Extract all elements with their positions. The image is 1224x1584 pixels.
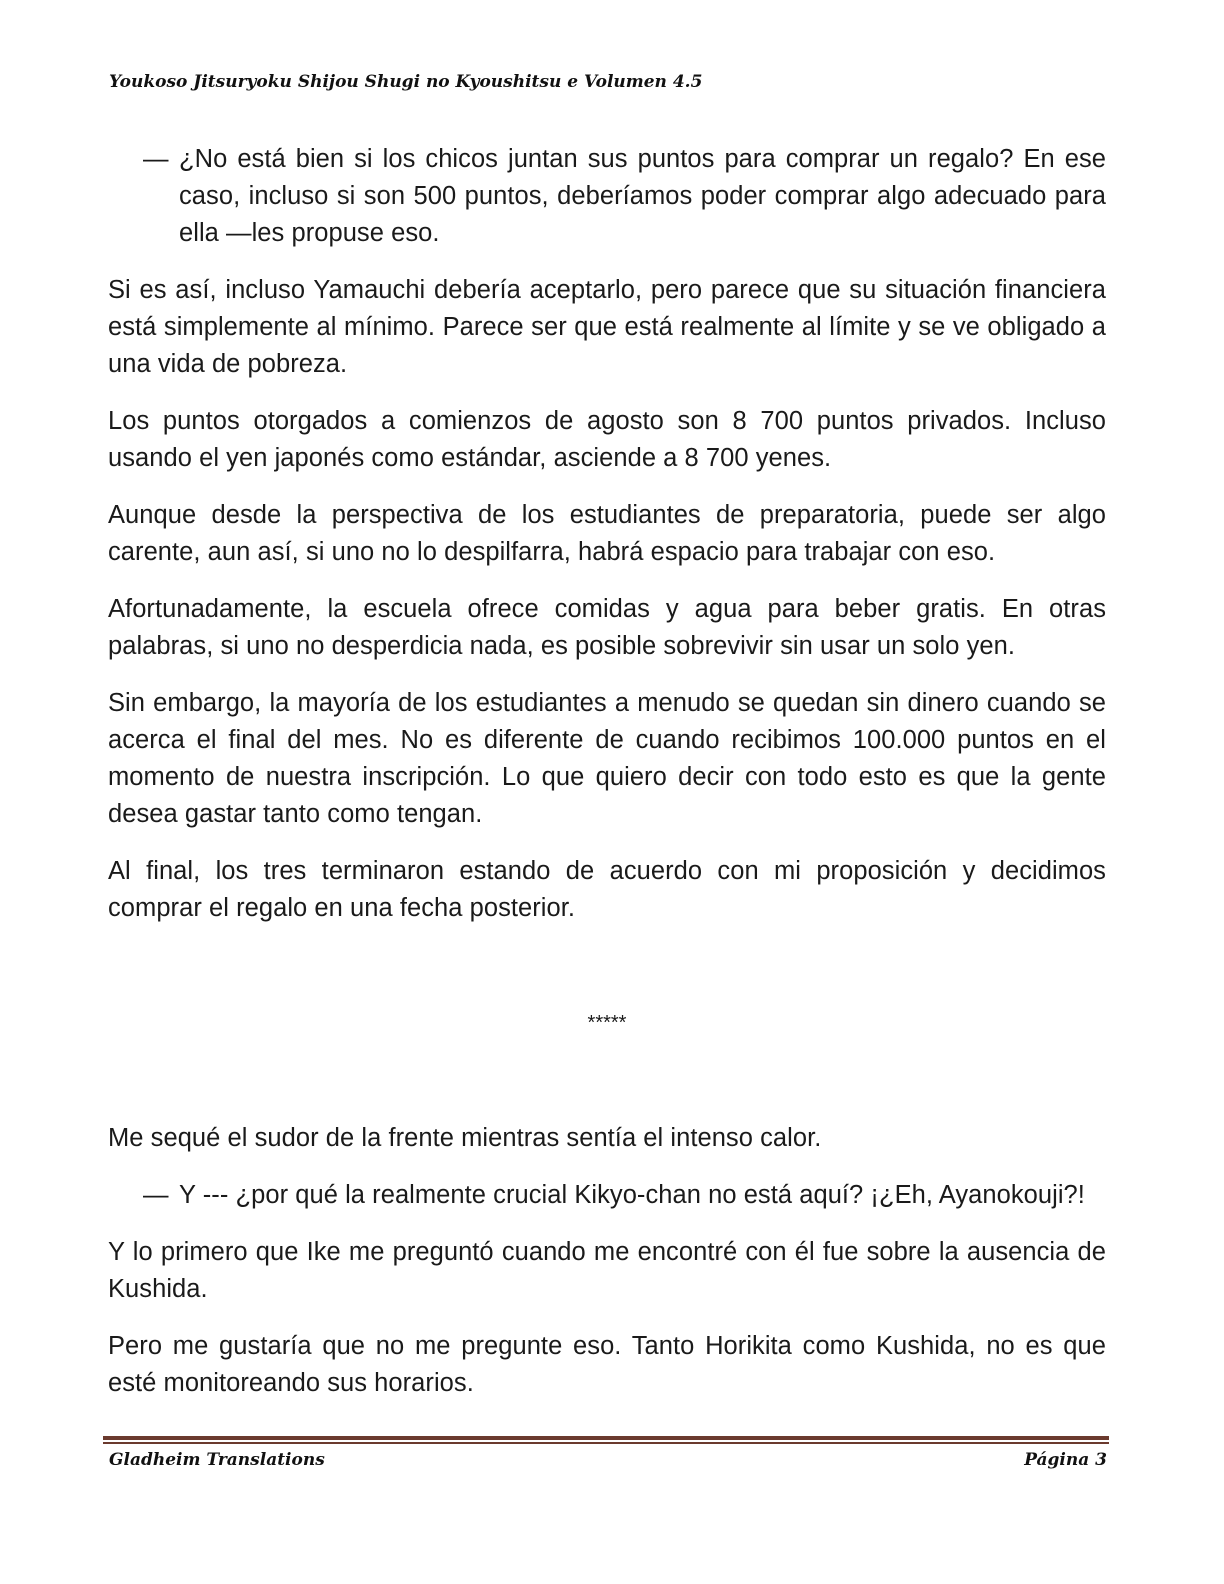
dialogue-paragraph xyxy=(108,1177,1106,1214)
paragraph: Sin embargo, la mayoría de los estudiantes a menudo se quedan sin dinero cuando se acerca el final del mes. No es diferente de cuando recibimos 100.000 puntos en el momento de nuestra inscripción. Lo que quiero decir con todo esto es que la gente desea gastar tanto como tengan. xyxy=(108,689,1106,828)
paragraph-text: Y --- ¿por qué la realmente crucial Kikyo-chan no está aquí? ¡¿Eh, Ayanokouji?! xyxy=(179,1181,1085,1209)
paragraph: Y lo primero que Ike me preguntó cuando me encontré con él fue sobre la ausencia de Kushida. xyxy=(108,1238,1106,1303)
page-number: Página 3 xyxy=(1024,1450,1107,1470)
dialogue-paragraph xyxy=(108,141,1106,252)
footer-rule-thin xyxy=(103,1442,1109,1444)
page-body xyxy=(108,141,1106,1422)
paragraph: Si es así, incluso Yamauchi debería aceptarlo, pero parece que su situación financiera está simplemente al mínimo. Parece ser que está realmente al límite y se ve obligado a una vida de pobreza. xyxy=(108,276,1106,378)
paragraph-text: ¿No está bien si los chicos juntan sus puntos para comprar un regalo? En ese caso, incluso si son 500 puntos, deberíamos poder comprar algo adecuado para ella —les propuse eso. xyxy=(179,145,1106,247)
paragraph: Aunque desde la perspectiva de los estudiantes de preparatoria, puede ser algo carente, aun así, si uno no lo despilfarra, habrá espacio para trabajar con eso. xyxy=(108,501,1106,566)
paragraph: Pero me gustaría que no me pregunte eso. Tanto Horikita como Kushida, no es que esté monitoreando sus horarios. xyxy=(108,1332,1106,1397)
running-header: Youkoso Jitsuryoku Shijou Shugi no Kyoushitsu e Volumen 4.5 xyxy=(109,72,703,92)
paragraph: Al final, los tres terminaron estando de acuerdo con mi proposición y decidimos comprar el regalo en una fecha posterior. xyxy=(108,857,1106,922)
paragraph: Afortunadamente, la escuela ofrece comidas y agua para beber gratis. En otras palabras, si uno no desperdicia nada, es posible sobrevivir sin usar un solo yen. xyxy=(108,595,1106,660)
dialogue-dash: — xyxy=(143,1181,169,1209)
scene-separator: ***** xyxy=(587,1012,627,1034)
dialogue-dash: — xyxy=(143,145,169,173)
paragraph: Me sequé el sudor de la frente mientras sentía el intenso calor. xyxy=(108,1124,822,1152)
paragraph: Los puntos otorgados a comienzos de agosto son 8 700 puntos privados. Incluso usando el yen japonés como estándar, asciende a 8 700 yenes. xyxy=(108,407,1106,472)
footer-rule-thick xyxy=(103,1436,1109,1440)
footer-publisher: Gladheim Translations xyxy=(109,1450,325,1470)
